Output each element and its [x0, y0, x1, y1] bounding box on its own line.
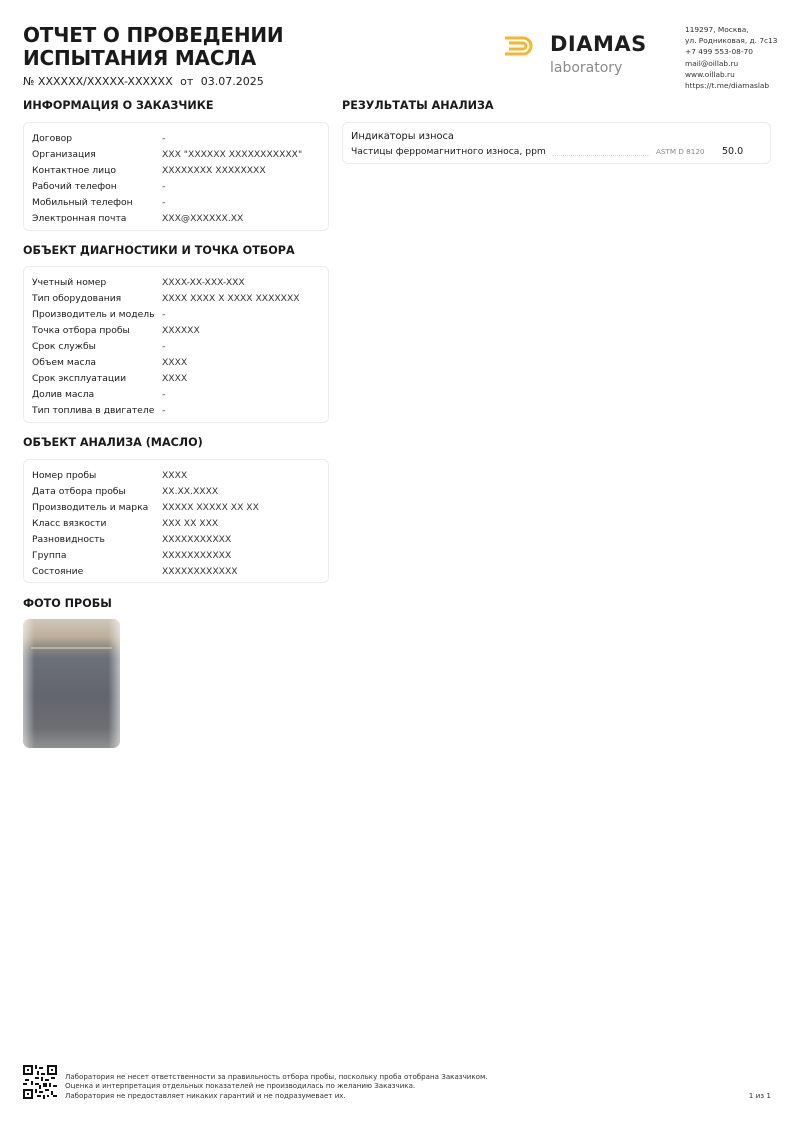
field-value: XXXX XXXX X XXXX XXXXXXX: [162, 292, 300, 304]
company-logo: [503, 32, 673, 80]
info-row: [32, 402, 320, 418]
field-label: Дата отбора пробы: [32, 485, 126, 497]
field-value: XXX@XXXXXX.XX: [162, 212, 244, 224]
field-label: Мобильный телефон: [32, 196, 133, 208]
info-row: [32, 563, 320, 579]
field-label: Срок эксплуатации: [32, 372, 127, 384]
field-value: XXXXXXXX XXXXXXXX: [162, 164, 266, 176]
contact-address-2: ул. Родниковая, д. 7с13: [685, 36, 778, 46]
info-row: [32, 322, 320, 338]
page-counter: 1 из 1: [748, 1091, 771, 1100]
field-value: XXX XX XXX: [162, 517, 219, 529]
info-row: [32, 531, 320, 547]
field-value: -: [162, 132, 166, 144]
field-value: -: [162, 404, 166, 416]
oil-card: [23, 459, 329, 583]
qr-code-icon: [23, 1065, 57, 1099]
field-label: Состояние: [32, 565, 84, 577]
object-card: [23, 266, 329, 423]
info-row: [32, 178, 320, 194]
document-number-line: [23, 75, 268, 88]
info-row: [32, 162, 320, 178]
contact-website: www.oillab.ru: [685, 69, 735, 79]
field-value: XXXXXXXXXXX: [162, 549, 232, 561]
field-label: Контактное лицо: [32, 164, 116, 176]
field-label: Класс вязкости: [32, 517, 107, 529]
field-label: Тип топлива в двигателе: [32, 404, 155, 416]
field-label: Производитель и модель: [32, 308, 155, 320]
field-value: XX.XX.XXXX: [162, 485, 219, 497]
results-section-title: РЕЗУЛЬТАТЫ АНАЛИЗА: [342, 99, 494, 112]
result-leader-dots: [552, 148, 650, 156]
result-row: [351, 146, 762, 157]
report-title-line1: ОТЧЕТ О ПРОВЕДЕНИИ: [23, 23, 284, 47]
customer-section-title: ИНФОРМАЦИЯ О ЗАКАЗЧИКЕ: [23, 99, 214, 112]
field-label: Производитель и марка: [32, 501, 149, 513]
field-label: Разновидность: [32, 533, 105, 545]
field-value: XXXX-XX-XXX-XXX: [162, 276, 245, 288]
results-group-title: Индикаторы износа: [351, 131, 454, 142]
field-value: XXXXXX: [162, 324, 200, 336]
sample-photo: [23, 619, 120, 748]
field-label: Номер пробы: [32, 469, 97, 481]
customer-card: [23, 122, 329, 231]
field-value: -: [162, 180, 166, 192]
object-section-title: ОБЪЕКТ ДИАГНОСТИКИ И ТОЧКА ОТБОРА: [23, 244, 295, 257]
field-label: Группа: [32, 549, 67, 561]
info-row: [32, 370, 320, 386]
field-value: XXXX: [162, 372, 188, 384]
logo-name: DIAMAS: [550, 32, 647, 56]
report-title-line2: ИСПЫТАНИЯ МАСЛА: [23, 46, 256, 70]
info-row: [32, 515, 320, 531]
field-label: Рабочий телефон: [32, 180, 117, 192]
oil-section-title: ОБЪЕКТ АНАЛИЗА (МАСЛО): [23, 436, 203, 449]
date-prefix: от: [180, 75, 194, 88]
info-row: [32, 290, 320, 306]
document-number: № XXXXXX/XXXXX-XXXXXX: [23, 75, 173, 88]
info-row: [32, 386, 320, 402]
field-label: Учетный номер: [32, 276, 107, 288]
field-label: Тип оборудования: [32, 292, 122, 304]
contact-address-1: 119297, Москва,: [685, 25, 749, 34]
field-label: Точка отбора пробы: [32, 324, 130, 336]
info-row: [32, 354, 320, 370]
contact-block: [685, 24, 778, 91]
oil-sample-image: [23, 619, 120, 748]
logo-subtitle: laboratory: [550, 60, 623, 76]
results-card: [342, 122, 771, 164]
result-method: ASTM D 8120: [656, 147, 705, 156]
contact-telegram: https://t.me/diamaslab: [685, 81, 770, 91]
disclaimer-line: Оценка и интерпретация отдельных показателей не производилась по желанию Заказчика.: [65, 1081, 416, 1091]
info-row: [32, 483, 320, 499]
info-row: [32, 338, 320, 354]
contact-email: mail@oillab.ru: [685, 58, 739, 68]
disclaimer-line: Лаборатория не несет ответственности за правильность отбора пробы, поскольку проба отобрана Заказчиком.: [65, 1072, 488, 1081]
info-row: [32, 210, 320, 226]
field-value: XXXXXXXXXXXX: [162, 565, 238, 577]
field-value: XXXX: [162, 469, 188, 481]
field-value: -: [162, 388, 166, 400]
field-label: Долив масла: [32, 388, 95, 400]
info-row: [32, 146, 320, 162]
field-value: XXX "XXXXXX XXXXXXXXXXX": [162, 148, 303, 160]
field-value: XXXXXXXXXXX: [162, 533, 232, 545]
diamas-logo-icon: [503, 35, 539, 57]
field-label: Объем масла: [32, 356, 97, 368]
info-row: [32, 130, 320, 146]
field-value: XXXXX XXXXX XX XX: [162, 501, 259, 513]
field-label: Договор: [32, 132, 73, 144]
info-row: [32, 306, 320, 322]
photo-section-title: ФОТО ПРОБЫ: [23, 597, 112, 610]
field-label: Организация: [32, 148, 96, 160]
field-value: -: [162, 308, 166, 320]
contact-phone: +7 499 553-08-70: [685, 47, 753, 57]
report-title: [23, 24, 283, 70]
info-row: [32, 274, 320, 290]
field-value: -: [162, 340, 166, 352]
disclaimer: [65, 1072, 488, 1100]
info-row: [32, 194, 320, 210]
field-label: Электронная почта: [32, 212, 127, 224]
info-row: [32, 499, 320, 515]
report-date: 03.07.2025: [200, 75, 264, 88]
field-label: Срок службы: [32, 340, 96, 352]
result-value: 50.0: [722, 146, 744, 157]
disclaimer-line: Лаборатория не предоставляет никаких гарантий и не подразумевает их.: [65, 1090, 346, 1100]
info-row: [32, 547, 320, 563]
info-row: [32, 467, 320, 483]
result-name: Частицы ферромагнитного износа, ppm: [351, 146, 546, 157]
field-value: XXXX: [162, 356, 188, 368]
field-value: -: [162, 196, 166, 208]
